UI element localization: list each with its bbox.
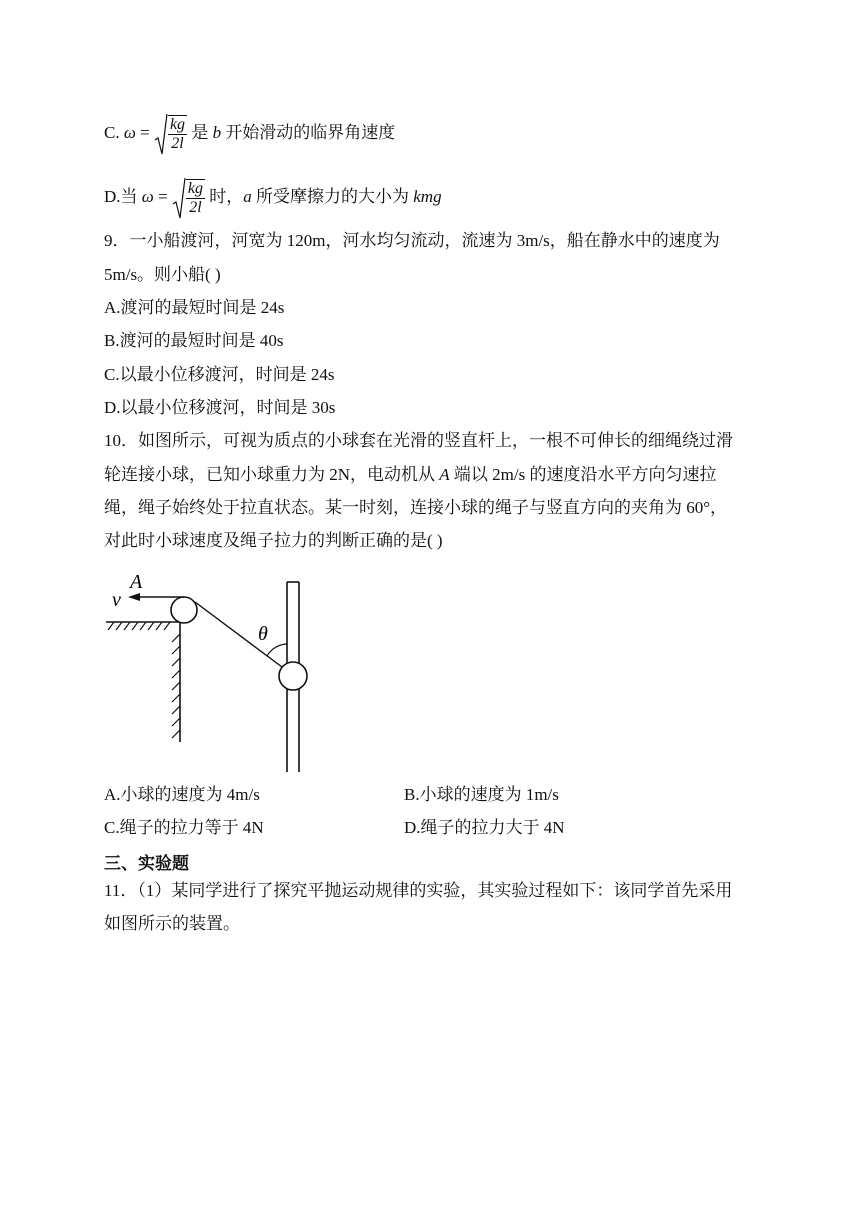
label-v: v: [112, 589, 121, 611]
section-heading: 三、实验题: [104, 854, 189, 874]
fraction-denominator: 2l: [189, 199, 202, 216]
q10-stem-line3: 绳，绳子始终处于拉直状态。某一时刻，连接小球的绳子与竖直方向的夹角为 60°，: [104, 498, 728, 517]
q9-option-b: B.渡河的最短时间是 40s: [104, 331, 284, 350]
q10-option-c: C.绳子的拉力等于 4N: [104, 818, 264, 837]
q10-option-d: D.绳子的拉力大于 4N: [404, 818, 565, 837]
variable-b: b: [212, 122, 222, 142]
angle-arc: [267, 644, 287, 656]
q9-option-c: C.以最小位移渡河，时间是 24s: [104, 365, 335, 384]
sqrt-expression: [172, 176, 205, 220]
rope-diagonal: [195, 602, 286, 670]
q8-option-c: [104, 112, 395, 156]
q10-stem-line4: 对此时小球速度及绳子拉力的判断正确的是( ): [104, 531, 443, 550]
arrow-left-icon: [128, 593, 140, 601]
wall-hatching: [172, 634, 180, 738]
q8-option-d: [104, 176, 442, 220]
radical-sign-icon: [154, 112, 168, 156]
variable-a: a: [243, 186, 252, 206]
expression-kmg: kmg: [413, 186, 442, 206]
fraction-numerator: kg: [187, 180, 203, 197]
q9-stem-line1: 9．一小船渡河，河宽为 120m，河水均匀流动，流速为 3m/s，船在静水中的速度为: [104, 231, 720, 250]
text-segment: 端以 2m/s 的速度沿水平方向匀速拉: [449, 465, 717, 484]
fraction-denominator: 2l: [171, 135, 184, 152]
q11-line2: 如图所示的装置。: [104, 914, 240, 933]
sqrt-expression: [154, 112, 187, 156]
omega-symbol: ω: [141, 186, 154, 206]
fraction: [168, 115, 187, 153]
radical-sign-icon: [172, 176, 186, 220]
q9-option-d: D.以最小位移渡河，时间是 30s: [104, 398, 336, 417]
fraction-numerator: kg: [169, 116, 186, 133]
label-A: A: [130, 571, 143, 593]
omega-symbol: ω: [123, 122, 136, 142]
text-segment: 时，: [209, 186, 244, 206]
text-segment: 所受摩擦力的大小为: [251, 186, 414, 206]
equals-sign: =: [158, 186, 168, 206]
variable-A: A: [439, 465, 450, 484]
q11-line1: 11．（1）某同学进行了探究平抛运动规律的实验，其实验过程如下：该同学首先采用: [104, 881, 733, 900]
pulley: [171, 597, 197, 623]
q9-option-a: A.渡河的最短时间是 24s: [104, 298, 285, 317]
label-theta: θ: [258, 623, 268, 645]
pulley-rod-diagram: [100, 562, 310, 774]
text-segment: 是: [191, 122, 213, 142]
q10-stem-line2: [104, 464, 716, 486]
q10-option-row2: [104, 817, 264, 839]
ground-hatching: [108, 622, 170, 630]
text-segment: 开始滑动的临界角速度: [221, 122, 396, 142]
equals-sign: =: [140, 122, 150, 142]
text-segment: 轮连接小球，已知小球重力为 2N，电动机从: [104, 465, 440, 484]
q10-option-row1: [104, 784, 260, 806]
q9-stem-line2: 5m/s。则小船( ): [104, 265, 221, 284]
q10-stem-line1: 10．如图所示，可视为质点的小球套在光滑的竖直杆上，一根不可伸长的细绳绕过滑: [104, 431, 733, 450]
ball: [279, 662, 307, 690]
option-prefix: D.当: [104, 186, 138, 206]
option-prefix: C.: [104, 122, 120, 142]
q10-option-b: B.小球的速度为 1m/s: [404, 785, 559, 804]
fraction: [186, 179, 205, 217]
q10-option-a: A.小球的速度为 4m/s: [104, 785, 260, 804]
